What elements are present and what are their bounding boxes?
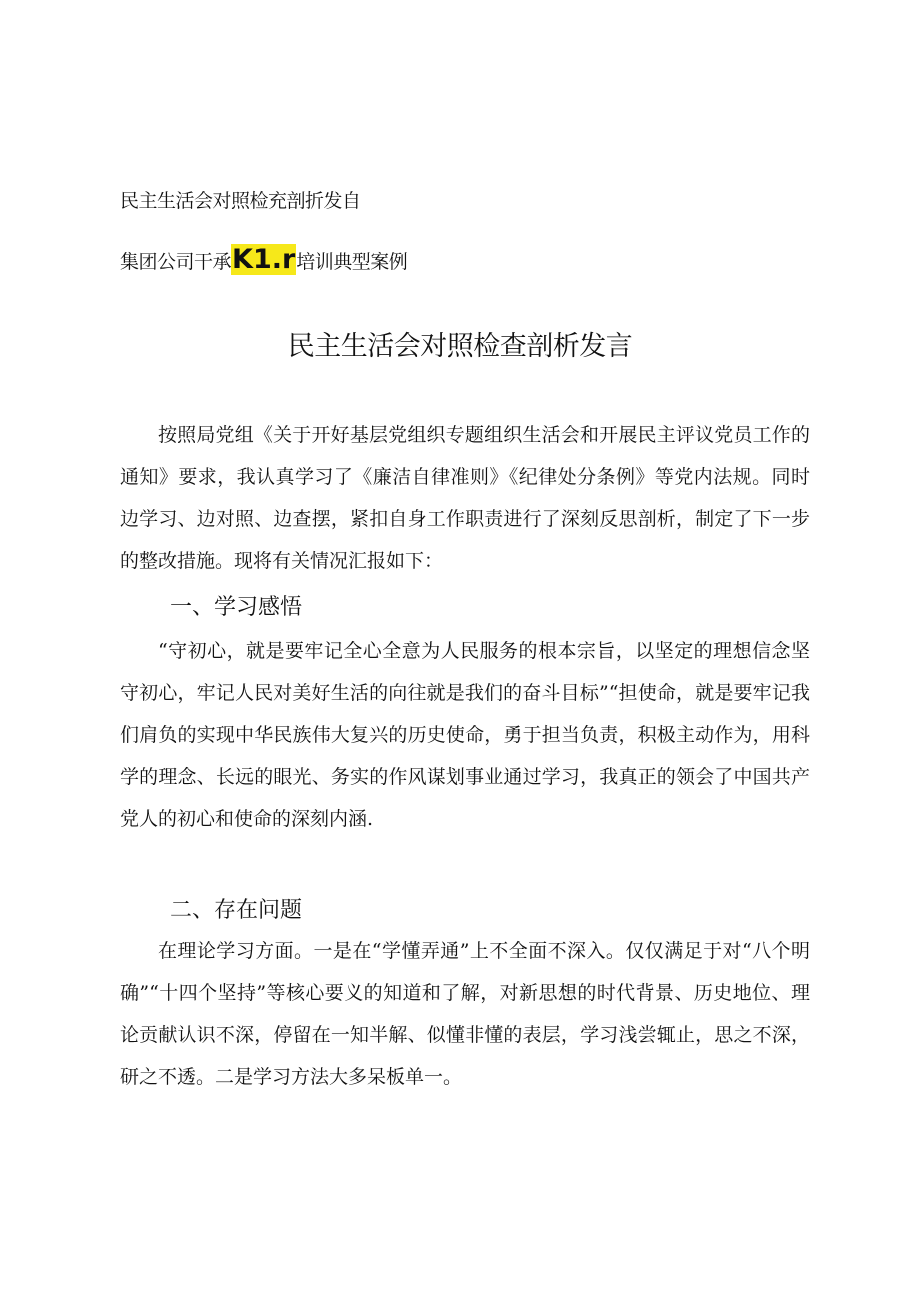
header-line-2 <box>120 244 407 275</box>
header-line-2-prefix: 集团公司干承 <box>120 251 232 273</box>
section-1-paragraph: “守初心，就是要牢记全心全意为人民服务的根本宗旨，以坚定的理想信念坚守初心，牢记人民对美好生活的向往就是我们的奋斗目标”“担使命，就是要牢记我们肩负的实现中华民族伟大复兴的历史使命，勇于担当负责，积极主动作为，用科学的理念、长远的眼光、务实的作风谋划事业通过学习，我真正的领会了中国共产党人的初心和使命的深刻内涵. <box>120 640 810 830</box>
section-2-block <box>120 930 810 1098</box>
section-2-paragraph: 在理论学习方面。一是在“学懂弄通”上不全面不深入。仅仅满足于对“八个明确”“十四个坚持”等核心要义的知道和了解，对新思想的时代背景、历史地位、理论贡献认识不深，停留在一知半解、似懂非懂的表层，学习浅尝辄止，思之不深，研之不透。二是学习方法大多呆板单一。 <box>120 940 810 1088</box>
intro-block <box>120 414 810 582</box>
section-2-heading-block <box>120 890 810 932</box>
header-line-1-text: 民主生活会对照检充剖折发自 <box>120 190 361 212</box>
document-title: 民主生活会对照检查剖析发言 <box>287 331 633 362</box>
header-line-2-suffix: 培训典型案例 <box>296 251 408 273</box>
section-2-heading: 二、存在问题 <box>170 898 303 923</box>
highlighted-text: K1.r <box>232 244 296 275</box>
header-line-1 <box>120 186 361 213</box>
section-1-block <box>120 630 810 840</box>
section-1-heading: 一、学习感悟 <box>170 595 303 620</box>
intro-paragraph: 按照局党组《关于开好基层党组织专题组织生活会和开展民主评议党员工作的通知》要求，我认真学习了《廉洁自律准则》《纪律处分条例》等党内法规。同时边学习、边对照、边查摆，紧扣自身工作职责进行了深刻反思剖析，制定了下一步的整改措施。现将有关情况汇报如下： <box>120 424 810 572</box>
section-1-heading-block <box>120 587 810 629</box>
